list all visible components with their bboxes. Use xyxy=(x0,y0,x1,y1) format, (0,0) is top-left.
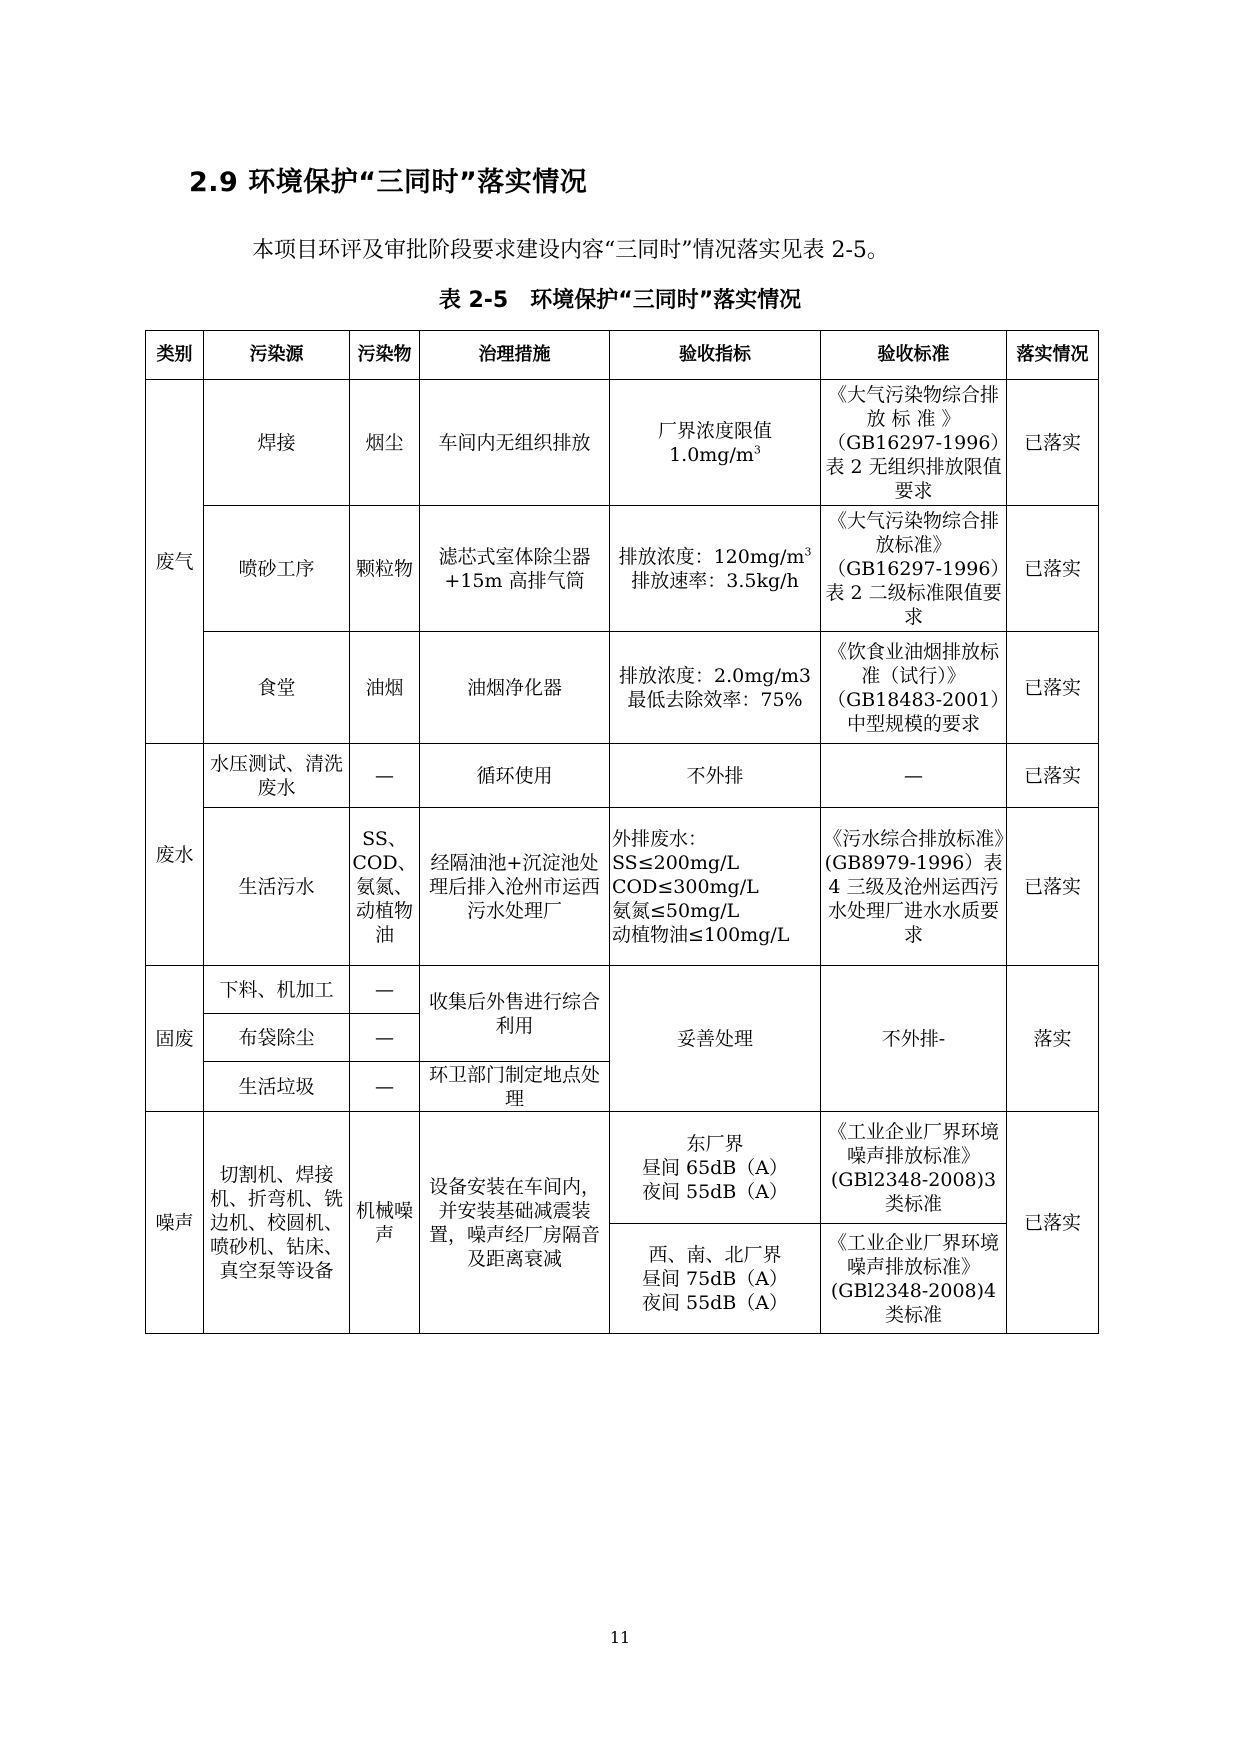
pollutant-cell: 油烟 xyxy=(350,632,420,744)
source-cell: 生活垃圾 xyxy=(204,1062,350,1112)
header-indicator: 验收指标 xyxy=(610,331,821,380)
measure-cell: 油烟净化器 xyxy=(420,632,610,744)
status-cell: 已落实 xyxy=(1007,808,1099,966)
measures-table xyxy=(145,330,1099,1334)
pollutant-cell: — xyxy=(350,966,420,1014)
measure-cell: 设备安装在车间内，并安装基础减震装置，噪声经厂房隔音及距离衰减 xyxy=(420,1112,610,1334)
category-cell: 废气 xyxy=(146,380,204,744)
status-cell: 已落实 xyxy=(1007,506,1099,632)
table-row xyxy=(146,506,1099,632)
header-row xyxy=(146,331,1099,380)
pollutant-cell: 烟尘 xyxy=(350,380,420,506)
measure-cell: 环卫部门制定地点处理 xyxy=(420,1062,610,1112)
source-cell: 下料、机加工 xyxy=(204,966,350,1014)
indicator-cell xyxy=(610,380,821,506)
category-cell: 废水 xyxy=(146,744,204,966)
table-row xyxy=(146,966,1099,1014)
status-cell: 落实 xyxy=(1007,966,1099,1112)
measure-cell: 循环使用 xyxy=(420,744,610,808)
standard-cell: 《饮食业油烟排放标准（试行）》（GB18483-2001）中型规模的要求 xyxy=(821,632,1007,744)
standard-cell: 《大气污染物综合排 放 标 准 》（GB16297-1996）表 2 无组织排放限值要求 xyxy=(821,380,1007,506)
standard-cell: 《工业企业厂界环境噪声排放标准》(GBl2348-2008)4 类标准 xyxy=(821,1224,1007,1334)
pollutant-cell: 颗粒物 xyxy=(350,506,420,632)
indicator-cell: 东厂界 昼间 65dB（A） 夜间 55dB（A） xyxy=(610,1112,821,1224)
table-row xyxy=(146,744,1099,808)
status-cell: 已落实 xyxy=(1007,744,1099,808)
standard-cell: 《大气污染物综合排放标准》（GB16297-1996）表 2 二级标准限值要求 xyxy=(821,506,1007,632)
table-caption: 表 2-5 环境保护“三同时”落实情况 xyxy=(438,288,802,313)
indicator-cell: 外排废水： SS≤200mg/L COD≤300mg/L 氨氮≤50mg/L 动植物油≤100mg/L xyxy=(610,808,821,966)
indicator-cell xyxy=(610,506,821,632)
page-number: 11 xyxy=(609,1628,631,1647)
header-source: 污染源 xyxy=(204,331,350,380)
source-cell: 水压测试、清洗废水 xyxy=(204,744,350,808)
header-measure: 治理措施 xyxy=(420,331,610,380)
pollutant-cell: SS、COD、氨氮、动植物油 xyxy=(350,808,420,966)
header-standard: 验收标准 xyxy=(821,331,1007,380)
table-row xyxy=(146,1112,1099,1224)
pollutant-cell: — xyxy=(350,744,420,808)
table-row xyxy=(146,632,1099,744)
superscript: 3 xyxy=(804,545,812,559)
source-cell: 食堂 xyxy=(204,632,350,744)
source-cell: 生活污水 xyxy=(204,808,350,966)
header-pollutant: 污染物 xyxy=(350,331,420,380)
status-cell: 已落实 xyxy=(1007,632,1099,744)
standard-cell: 《工业企业厂界环境噪声排放标准》(GBl2348-2008)3 类标准 xyxy=(821,1112,1007,1224)
pollutant-cell: 机械噪声 xyxy=(350,1112,420,1334)
table-row xyxy=(146,380,1099,506)
indicator-text: 排放浓度：120mg/m xyxy=(618,545,805,568)
source-cell: 喷砂工序 xyxy=(204,506,350,632)
measure-cell: 收集后外售进行综合利用 xyxy=(420,966,610,1062)
pollutant-cell: — xyxy=(350,1014,420,1062)
section-heading: 2.9 环境保护“三同时”落实情况 xyxy=(189,167,588,198)
category-cell: 固废 xyxy=(146,966,204,1112)
measure-cell: 车间内无组织排放 xyxy=(420,380,610,506)
standard-cell: 《污水综合排放标准》(GB8979-1996）表 4 三级及沧州运西污水处理厂进水水质要求 xyxy=(821,808,1007,966)
indicator-cell: 妥善处理 xyxy=(610,966,821,1112)
superscript: 3 xyxy=(753,443,761,457)
measure-cell: 经隔油池+沉淀池处理后排入沧州市运西污水处理厂 xyxy=(420,808,610,966)
source-cell: 切割机、焊接机、折弯机、铣边机、校圆机、喷砂机、钻床、真空泵等设备 xyxy=(204,1112,350,1334)
category-cell: 噪声 xyxy=(146,1112,204,1334)
source-cell: 焊接 xyxy=(204,380,350,506)
indicator-cell: 不外排 xyxy=(610,744,821,808)
pollutant-cell: — xyxy=(350,1062,420,1112)
table-row xyxy=(146,808,1099,966)
status-cell: 已落实 xyxy=(1007,380,1099,506)
indicator-text: 厂界浓度限值 1.0mg/m xyxy=(657,419,772,466)
indicator-cell: 西、南、北厂界 昼间 75dB（A） 夜间 55dB（A） xyxy=(610,1224,821,1334)
source-cell: 布袋除尘 xyxy=(204,1014,350,1062)
status-cell: 已落实 xyxy=(1007,1112,1099,1334)
measure-cell: 滤芯式室体除尘器+15m 高排气筒 xyxy=(420,506,610,632)
intro-paragraph: 本项目环评及审批阶段要求建设内容“三同时”情况落实见表 2-5。 xyxy=(252,238,889,263)
indicator-cell: 排放浓度：2.0mg/m3 最低去除效率：75% xyxy=(610,632,821,744)
header-category: 类别 xyxy=(146,331,204,380)
standard-cell: 不外排- xyxy=(821,966,1007,1112)
header-status: 落实情况 xyxy=(1007,331,1099,380)
standard-cell: — xyxy=(821,744,1007,808)
indicator-text: 排放速率：3.5kg/h xyxy=(631,569,799,592)
